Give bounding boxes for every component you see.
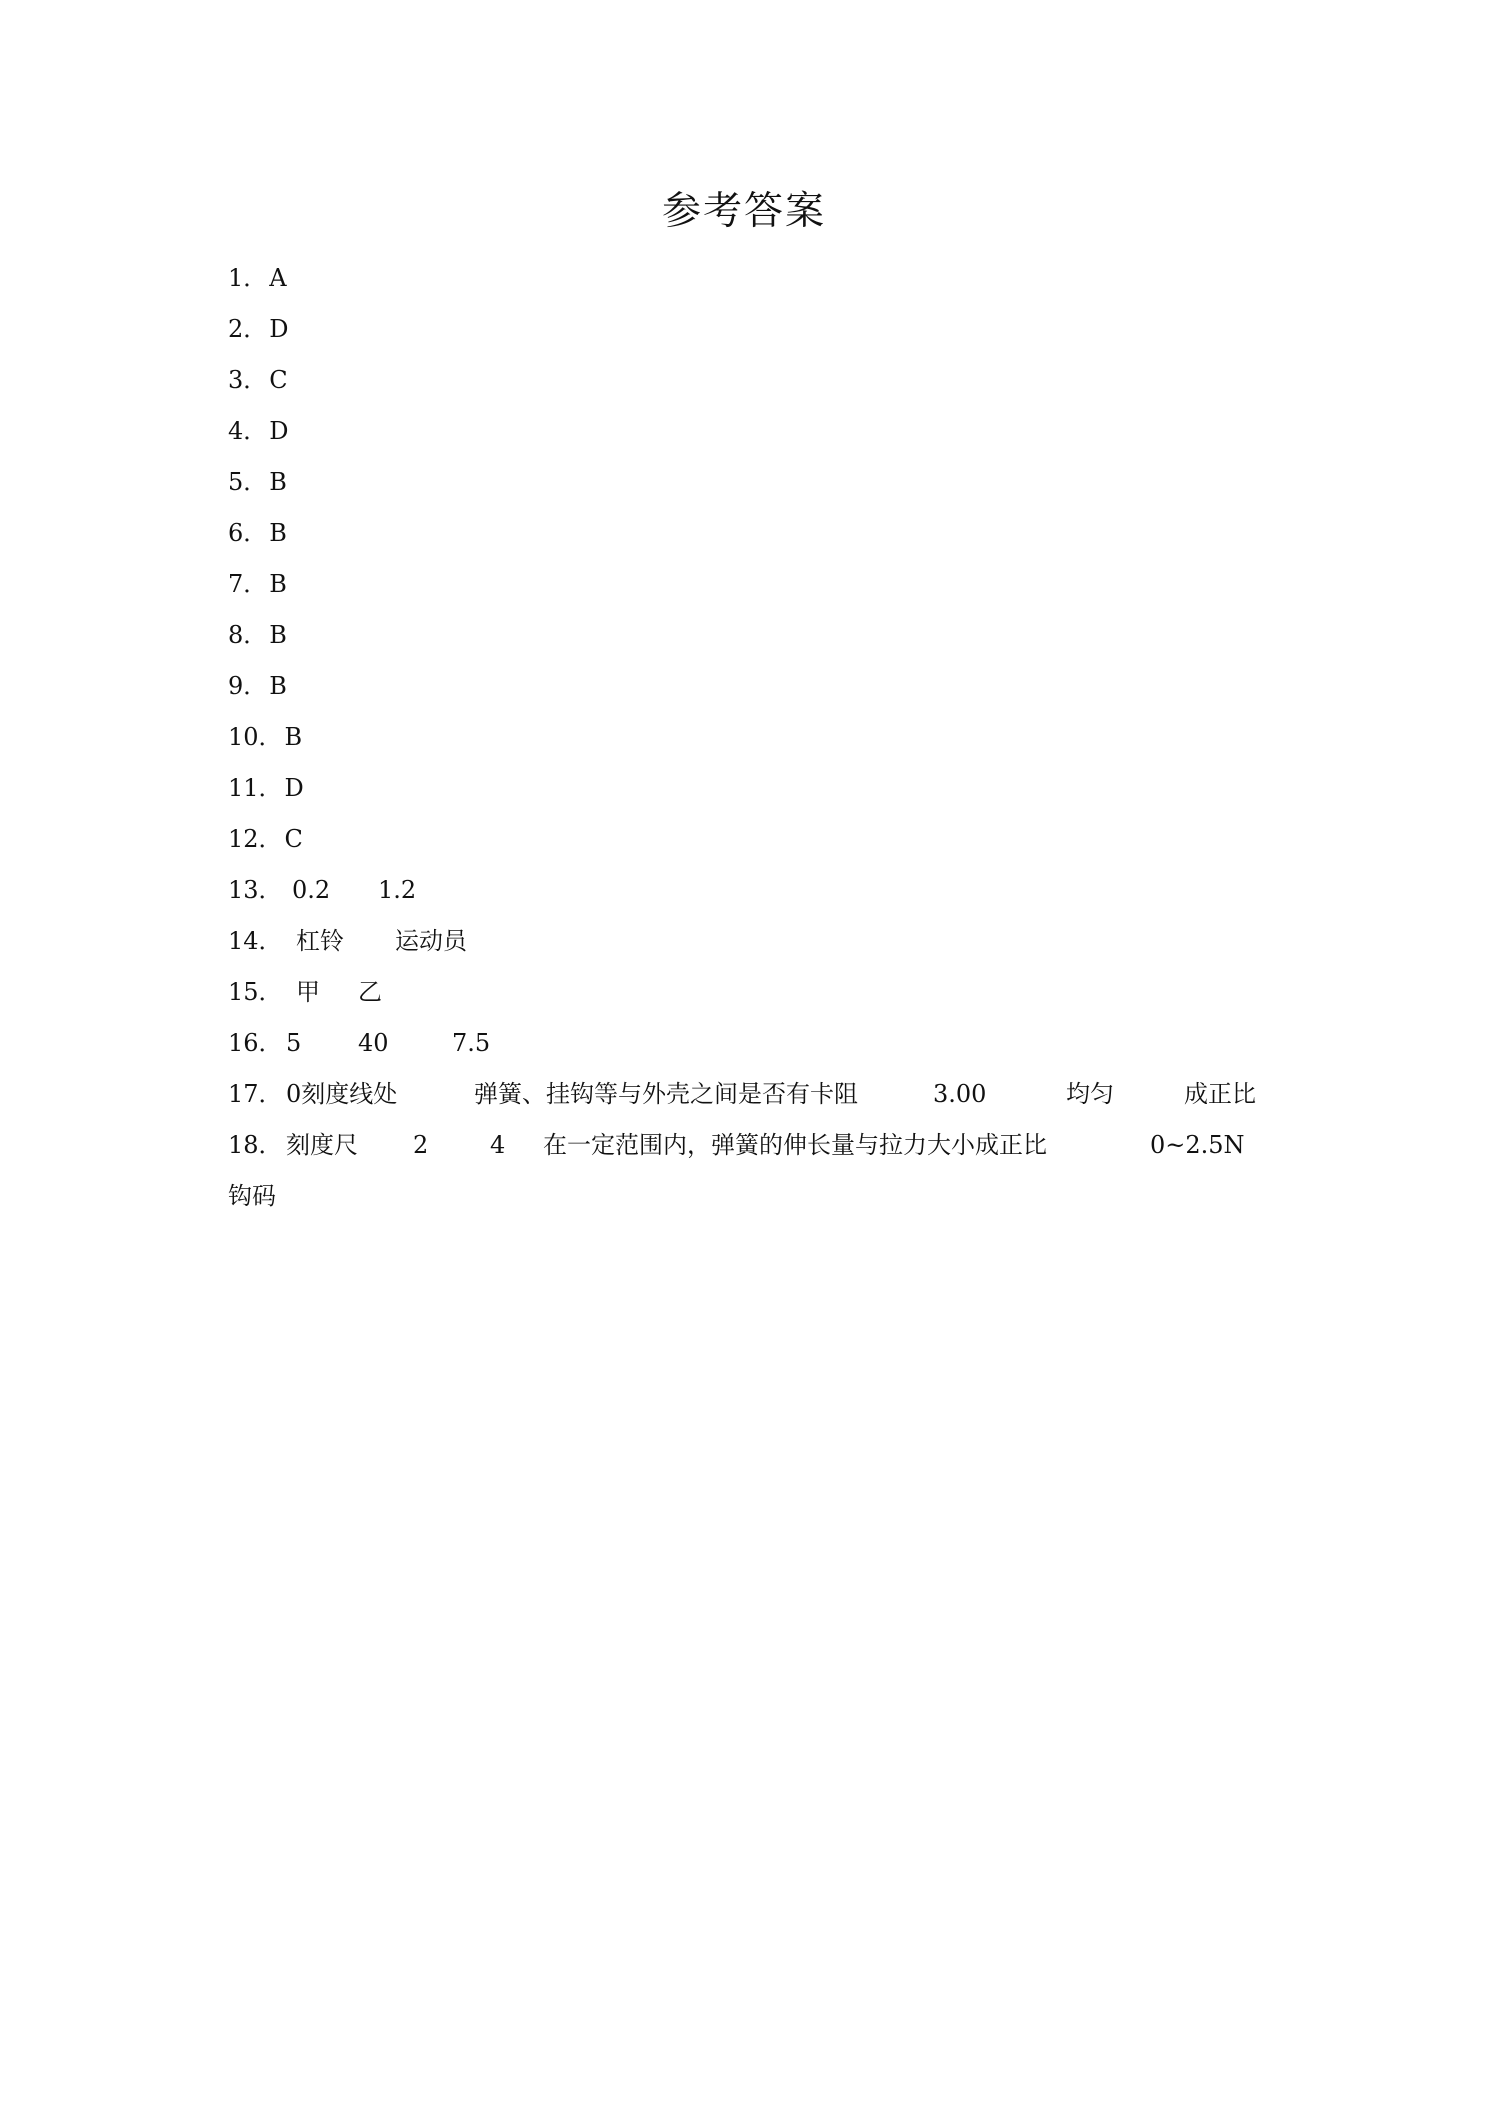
- answer-number: 5．: [228, 468, 268, 496]
- answer-value: B: [269, 519, 287, 547]
- answer-value: 2: [413, 1131, 429, 1159]
- answer-value: D: [269, 315, 289, 343]
- answer-row: [228, 253, 1298, 304]
- answer-row: [228, 457, 1298, 508]
- answer-continuation: 钩码: [228, 1182, 276, 1210]
- answer-row: [228, 304, 1298, 355]
- answer-number: 6．: [228, 519, 268, 547]
- answer-value: B: [269, 570, 287, 598]
- answer-value: D: [269, 417, 289, 445]
- answer-number: 16．: [228, 1029, 283, 1057]
- answer-number: 15．: [228, 978, 283, 1006]
- answer-value: 5: [286, 1029, 302, 1057]
- answer-row: [228, 1018, 1298, 1069]
- answer-row: [228, 1120, 1298, 1171]
- answer-value: 0刻度线处: [286, 1080, 398, 1108]
- answer-value: 40: [358, 1029, 389, 1057]
- answer-row: [228, 967, 1298, 1018]
- answer-list: [228, 253, 1298, 1222]
- answer-row: [228, 661, 1298, 712]
- answer-row: [228, 508, 1298, 559]
- answer-number: 14．: [228, 927, 283, 955]
- answer-number: 13．: [228, 876, 283, 904]
- answer-value: 3.00: [933, 1080, 987, 1108]
- answer-row: [228, 916, 1298, 967]
- answer-number: 1．: [228, 264, 268, 292]
- answer-row: [228, 814, 1298, 865]
- answer-value: C: [269, 366, 288, 394]
- answer-value: B: [269, 621, 287, 649]
- answer-number: 11．: [228, 774, 283, 802]
- answer-number: 4．: [228, 417, 268, 445]
- answer-value: D: [284, 774, 304, 802]
- answer-value: 4: [490, 1131, 506, 1159]
- answer-number: 18．: [228, 1131, 283, 1159]
- answer-row: [228, 1069, 1298, 1120]
- answer-value: A: [269, 264, 287, 292]
- page-title: 参考答案: [661, 189, 826, 234]
- answer-number: 9．: [228, 672, 268, 700]
- answer-row: [228, 610, 1298, 661]
- answer-number: 12．: [228, 825, 283, 853]
- answer-value: B: [284, 723, 303, 751]
- answer-value: 刻度尺: [286, 1131, 358, 1159]
- answer-row: [228, 865, 1298, 916]
- answer-value: 甲: [296, 978, 320, 1006]
- answer-value: 0~2.5N: [1150, 1131, 1245, 1159]
- answer-number: 17．: [228, 1080, 283, 1108]
- answer-row: [228, 712, 1298, 763]
- answer-row: [228, 559, 1298, 610]
- answer-value: B: [269, 672, 287, 700]
- answer-row: [228, 406, 1298, 457]
- answer-value: 弹簧、挂钩等与外壳之间是否有卡阻: [474, 1080, 858, 1108]
- answer-value: C: [284, 825, 303, 853]
- answer-value: 均匀: [1066, 1080, 1114, 1108]
- answer-value: 成正比: [1184, 1080, 1256, 1108]
- answer-number: 3．: [228, 366, 268, 394]
- answer-value: 运动员: [395, 927, 467, 955]
- answer-value: B: [269, 468, 287, 496]
- answer-number: 10．: [228, 723, 283, 751]
- answer-value: 乙: [358, 978, 382, 1006]
- answer-value: 在一定范围内，弹簧的伸长量与拉力大小成正比: [543, 1131, 1047, 1159]
- answer-value: 7.5: [452, 1029, 491, 1057]
- answer-value: 1.2: [378, 876, 417, 904]
- answer-number: 8．: [228, 621, 268, 649]
- answer-number: 2．: [228, 315, 268, 343]
- answer-row: [228, 763, 1298, 814]
- answer-value: 0.2: [292, 876, 331, 904]
- answer-row: [228, 355, 1298, 406]
- answer-number: 7．: [228, 570, 268, 598]
- answer-value: 杠铃: [296, 927, 344, 955]
